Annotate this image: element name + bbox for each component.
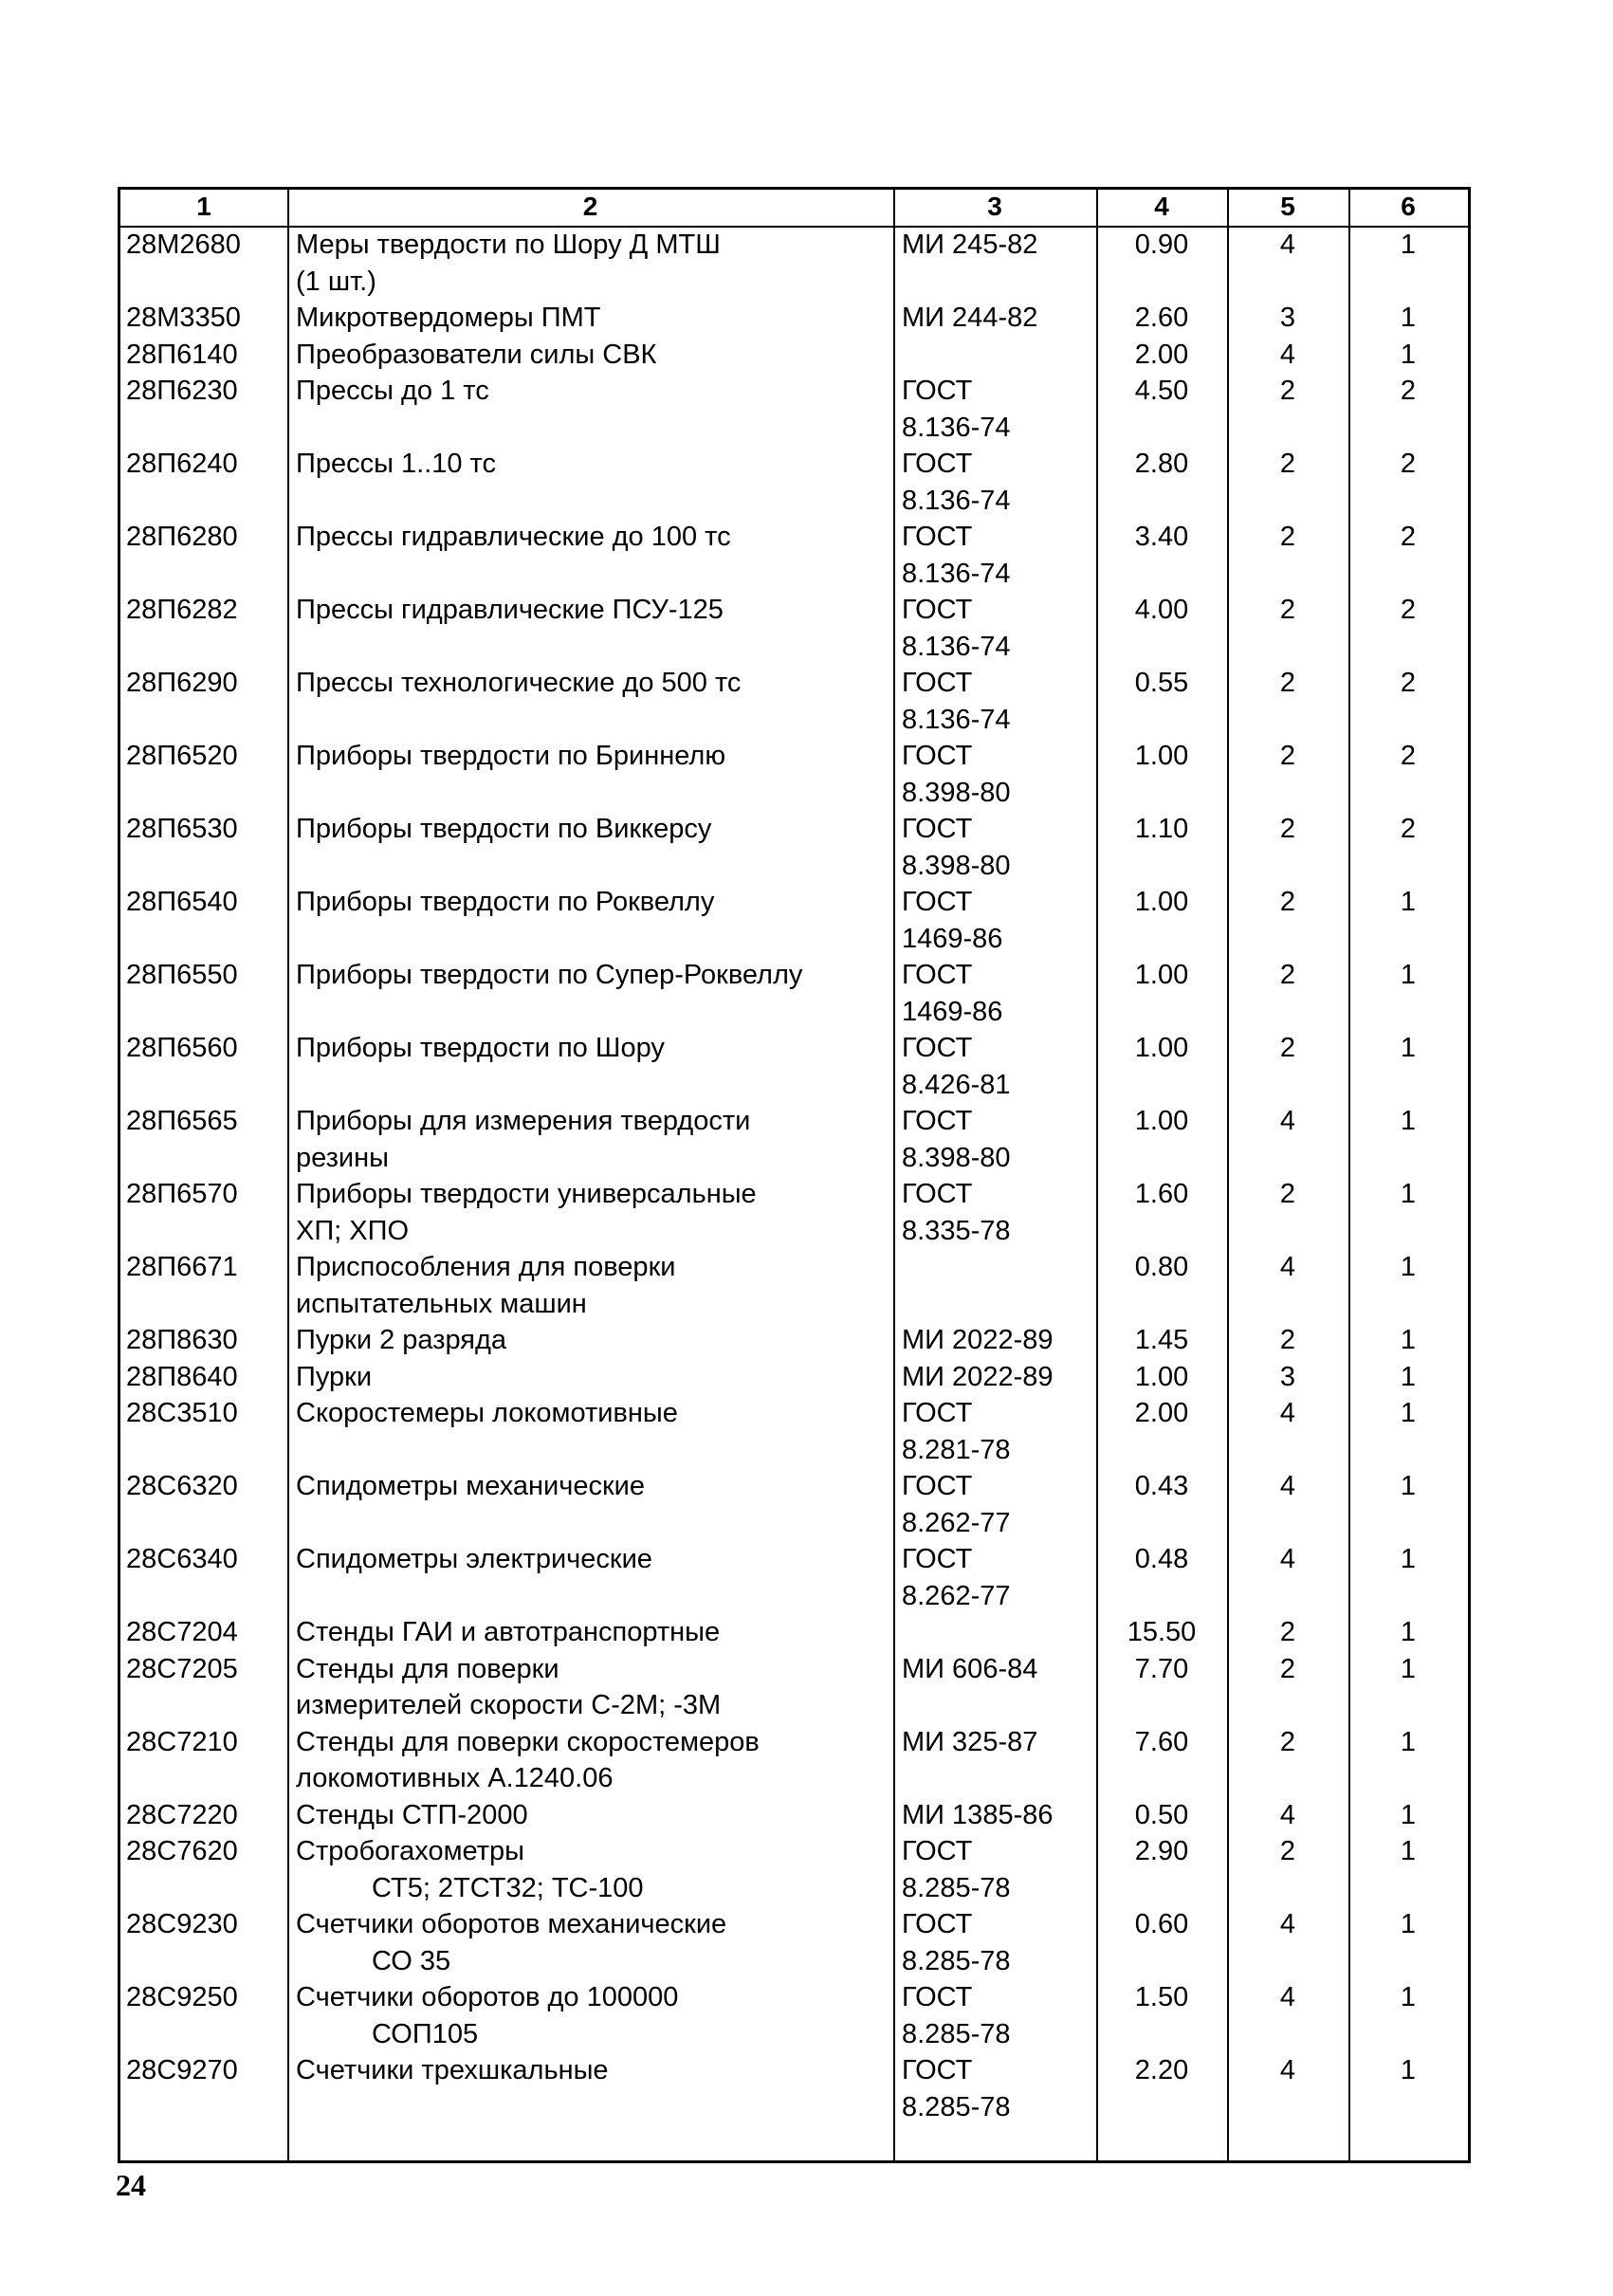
row-col6-value: 1 [1400, 1544, 1417, 1574]
row-code: 28П6230 [126, 376, 238, 406]
row-col5-value: 2 [1279, 1325, 1296, 1355]
row-code: 28П6550 [126, 960, 238, 990]
row-col5-value: 2 [1279, 887, 1296, 917]
row-name-line: Меры твердости по Шору Д МТШ [296, 230, 721, 260]
row-name [296, 1176, 757, 1249]
row-col4-value: 2.00 [1134, 339, 1189, 370]
row-col4-value: 2.20 [1134, 2055, 1189, 2085]
column-header-1: 1 [196, 192, 211, 221]
row-name-line: Преобразователи силы СВК [296, 339, 657, 370]
row-col4-value: 1.45 [1134, 1325, 1189, 1355]
table-row [120, 1249, 1468, 1322]
row-code: 28П6520 [126, 741, 238, 771]
table-row [120, 1030, 1468, 1103]
row-document-line: 8.335-78 [902, 1215, 1011, 1246]
row-code: 28С9230 [126, 1909, 238, 1939]
row-name-line: локомотивных А.1240.06 [296, 1763, 614, 1793]
row-name [296, 1724, 760, 1797]
row-name [296, 519, 731, 556]
row-document-line: ГОСТ [902, 1398, 973, 1428]
row-document-line: МИ 2022-89 [902, 1325, 1054, 1355]
row-col4-value: 2.90 [1134, 1836, 1189, 1866]
row-col4-value: 2.60 [1134, 303, 1189, 333]
row-document-line: 8.136-74 [902, 631, 1011, 662]
row-col6-value: 1 [1400, 1179, 1417, 1209]
row-document-line: ГОСТ [902, 1909, 973, 1939]
column-header-5: 5 [1280, 192, 1295, 221]
row-code: 28П6280 [126, 522, 238, 552]
row-name [296, 1614, 720, 1651]
table-row [120, 446, 1468, 519]
row-col5-value: 3 [1279, 303, 1296, 333]
row-document-line: 8.281-78 [902, 1434, 1011, 1465]
table-row [120, 2052, 1468, 2125]
row-code: 28П6560 [126, 1033, 238, 1063]
row-document [902, 1359, 1054, 1396]
row-col4-value: 7.60 [1134, 1726, 1189, 1757]
row-col6-value: 2 [1400, 449, 1417, 479]
row-code: 28С7204 [126, 1617, 238, 1647]
row-document-line: ГОСТ [902, 1106, 973, 1136]
row-document-line: ГОСТ [902, 1033, 973, 1063]
row-document [902, 1468, 1011, 1541]
row-name-line: Приборы твердости по Супер-Роквеллу [296, 960, 803, 990]
row-document-line: 8.262-77 [902, 1507, 1011, 1538]
row-document-line: 8.136-74 [902, 485, 1011, 516]
row-name-line: Приборы твердости по Виккерсу [296, 814, 712, 844]
row-col4-value: 0.60 [1134, 1909, 1189, 1939]
row-name-line: Стенды ГАИ и автотранспортные [296, 1617, 721, 1647]
table-row [120, 884, 1468, 957]
row-name-line: испытательных машин [296, 1288, 587, 1319]
row-col5-value: 4 [1279, 1471, 1296, 1501]
row-col5-value: 3 [1279, 1361, 1296, 1392]
row-document-line: ГОСТ [902, 2055, 973, 2085]
row-col4-value: 4.00 [1134, 595, 1189, 625]
table-row [120, 1651, 1468, 1724]
row-name-line: Скоростемеры локомотивные [296, 1398, 678, 1428]
row-name-line: Приборы твердости по Шору [296, 1033, 665, 1063]
table-row [120, 1468, 1468, 1541]
row-name [296, 1468, 645, 1505]
row-document [902, 1030, 1011, 1103]
row-name-line: Приспособления для поверки [296, 1252, 676, 1282]
row-col6-value: 1 [1400, 303, 1417, 333]
row-col5-value: 4 [1279, 1252, 1296, 1282]
row-col6-value: 1 [1400, 1982, 1417, 2012]
row-name-line: Спидометры электрические [296, 1544, 652, 1574]
row-name-line: Прессы гидравлические ПСУ-125 [296, 595, 724, 625]
row-document-line: 1469-86 [902, 996, 1003, 1027]
row-name-line: Счетчики оборотов механические [296, 1909, 727, 1939]
row-col5-value: 4 [1279, 230, 1296, 260]
row-col4-value: 0.50 [1134, 1799, 1189, 1830]
row-document [902, 1103, 1011, 1176]
row-col6-value: 1 [1400, 1361, 1417, 1392]
row-document [902, 1797, 1054, 1834]
row-name [296, 1906, 726, 1979]
row-col5-value: 4 [1279, 1982, 1296, 2012]
row-name [296, 957, 802, 994]
row-code: 28П6570 [126, 1179, 238, 1209]
row-col6-value: 1 [1400, 1653, 1417, 1684]
row-code: 28П6282 [126, 595, 238, 625]
table-row [120, 1979, 1468, 2052]
row-document-line: ГОСТ [902, 1544, 973, 1574]
row-document [902, 1833, 1011, 1906]
row-document-line: 8.285-78 [902, 2091, 1011, 2122]
row-col5-value: 2 [1279, 522, 1296, 552]
row-document-line: 8.136-74 [902, 558, 1011, 589]
row-col6-value: 2 [1400, 595, 1417, 625]
row-document [902, 1724, 1037, 1761]
table-row [120, 738, 1468, 811]
row-name [296, 1979, 678, 2052]
row-document [902, 811, 1011, 884]
table-row [120, 227, 1468, 300]
row-name [296, 446, 496, 483]
row-document [902, 2052, 1011, 2125]
row-col4-value: 1.00 [1134, 887, 1189, 917]
row-document [902, 519, 1011, 592]
row-name [296, 738, 725, 775]
row-name [296, 1541, 652, 1578]
row-col4-value: 2.80 [1134, 449, 1189, 479]
row-col4-value: 1.00 [1134, 1361, 1189, 1392]
row-document [902, 665, 1011, 738]
row-document-line: ГОСТ [902, 595, 973, 625]
row-document [902, 1395, 1011, 1468]
row-document-line: 8.262-77 [902, 1580, 1011, 1611]
row-col4-value: 2.00 [1134, 1398, 1189, 1428]
row-document-line: 1469-86 [902, 923, 1003, 954]
row-document [902, 373, 1011, 446]
row-code: 28П6540 [126, 887, 238, 917]
table-row [120, 1176, 1468, 1249]
row-col6-value: 2 [1400, 741, 1417, 771]
row-name [296, 1651, 721, 1724]
row-col6-value: 2 [1400, 522, 1417, 552]
row-name [296, 337, 656, 374]
row-col5-value: 2 [1279, 668, 1296, 698]
row-col6-value: 2 [1400, 668, 1417, 698]
row-document-line: ГОСТ [902, 522, 973, 552]
row-code: 28С7620 [126, 1836, 238, 1866]
row-col6-value: 1 [1400, 1106, 1417, 1136]
row-document-line: ГОСТ [902, 887, 973, 917]
row-col6-value: 1 [1400, 339, 1417, 370]
row-document-line: ГОСТ [902, 741, 973, 771]
row-name-line: СТ5; 2ТСТ32; ТС-100 [372, 1872, 644, 1903]
table-row [120, 1833, 1468, 1906]
row-code: 28С6340 [126, 1544, 238, 1574]
row-name-line: измерителей скорости С-2М; -3М [296, 1690, 722, 1720]
table-row [120, 300, 1468, 337]
row-name-line: Прессы технологические до 500 тс [296, 668, 742, 698]
row-document [902, 1651, 1037, 1688]
row-col5-value: 2 [1279, 814, 1296, 844]
row-col6-value: 1 [1400, 1909, 1417, 1939]
row-document [902, 1979, 1011, 2052]
row-col6-value: 1 [1400, 1252, 1417, 1282]
row-col6-value: 1 [1400, 1617, 1417, 1647]
row-name [296, 665, 741, 702]
table-row [120, 1614, 1468, 1651]
row-document [902, 1906, 1011, 1979]
row-code: 28П6290 [126, 668, 238, 698]
row-document-line: 8.136-74 [902, 704, 1011, 735]
row-document-line: ГОСТ [902, 376, 973, 406]
row-col6-value: 1 [1400, 2055, 1417, 2085]
row-code: 28П8630 [126, 1325, 238, 1355]
row-document [902, 884, 1002, 957]
row-code: 28С7220 [126, 1799, 238, 1830]
row-col4-value: 0.43 [1134, 1471, 1189, 1501]
row-col5-value: 4 [1279, 1909, 1296, 1939]
row-code: 28П6565 [126, 1106, 238, 1136]
row-document-line: МИ 2022-89 [902, 1361, 1054, 1392]
row-col5-value: 2 [1279, 1653, 1296, 1684]
row-name [296, 1103, 750, 1176]
row-document-line: МИ 245-82 [902, 230, 1038, 260]
row-document [902, 592, 1011, 665]
row-name-line: Стробогахометры [296, 1836, 524, 1866]
row-code: 28П6530 [126, 814, 238, 844]
row-col5-value: 2 [1279, 449, 1296, 479]
row-col6-value: 1 [1400, 1471, 1417, 1501]
row-code: 28М2680 [126, 230, 241, 260]
row-name-line: Счетчики трехшкальные [296, 2055, 609, 2085]
table-row [120, 1541, 1468, 1614]
column-header-2: 2 [582, 192, 598, 221]
row-col4-value: 1.00 [1134, 1033, 1189, 1063]
row-name-line: Приборы для измерения твердости [296, 1106, 751, 1136]
row-document-line: 8.136-74 [902, 412, 1011, 443]
row-name-line: Счетчики оборотов до 100000 [296, 1982, 679, 2012]
row-document-line: 8.285-78 [902, 2018, 1011, 2049]
row-col5-value: 2 [1279, 1179, 1296, 1209]
row-col6-value: 1 [1400, 960, 1417, 990]
row-name-line: СОП105 [372, 2018, 479, 2049]
row-col4-value: 4.50 [1134, 376, 1189, 406]
row-col5-value: 2 [1279, 376, 1296, 406]
row-document-line: МИ 606-84 [902, 1653, 1038, 1684]
row-document-line: ГОСТ [902, 960, 973, 990]
row-name [296, 373, 489, 410]
row-col5-value: 2 [1279, 1617, 1296, 1647]
row-col4-value: 15.50 [1127, 1617, 1197, 1647]
row-col4-value: 0.80 [1134, 1252, 1189, 1282]
row-document-line: ГОСТ [902, 668, 973, 698]
row-name-line: Прессы гидравлические до 100 тс [296, 522, 731, 552]
row-col6-value: 1 [1400, 1836, 1417, 1866]
table-row [120, 811, 1468, 884]
table-row [120, 1359, 1468, 1396]
page-number: 24 [116, 2168, 146, 2202]
table-row [120, 1395, 1468, 1468]
row-name [296, 1322, 506, 1359]
row-name-line: резины [296, 1142, 389, 1173]
table-row [120, 1322, 1468, 1359]
row-name-line: Прессы до 1 тс [296, 376, 489, 406]
row-col5-value: 4 [1279, 1799, 1296, 1830]
row-col4-value: 1.00 [1134, 741, 1189, 771]
row-document-line: ГОСТ [902, 814, 973, 844]
row-col4-value: 1.10 [1134, 814, 1189, 844]
row-document-line: ГОСТ [902, 1982, 973, 2012]
row-code: 28С7210 [126, 1726, 238, 1757]
row-name [296, 811, 711, 848]
row-name [296, 1395, 678, 1432]
row-document-line: ГОСТ [902, 1836, 973, 1866]
row-code: 28С6320 [126, 1471, 238, 1501]
column-header-6: 6 [1401, 192, 1416, 221]
row-name [296, 2052, 609, 2089]
row-code: 28М3350 [126, 303, 241, 333]
row-document-line: МИ 325-87 [902, 1726, 1038, 1757]
row-col4-value: 0.55 [1134, 668, 1189, 698]
row-document-line: 8.285-78 [902, 1872, 1011, 1903]
row-col5-value: 2 [1279, 1033, 1296, 1063]
row-name-line: Прессы 1..10 тс [296, 449, 497, 479]
row-code: 28П6671 [126, 1252, 238, 1282]
row-name [296, 1249, 675, 1322]
row-name-line: Приборы твердости по Бриннелю [296, 741, 726, 771]
row-col5-value: 4 [1279, 339, 1296, 370]
row-name [296, 884, 714, 921]
row-document-line: ГОСТ [902, 1471, 973, 1501]
row-document [902, 1541, 1011, 1614]
table-row [120, 519, 1468, 592]
row-document-line: ГОСТ [902, 449, 973, 479]
row-document-line: 8.398-80 [902, 1142, 1011, 1173]
table-row [120, 1906, 1468, 1979]
row-col5-value: 4 [1279, 1544, 1296, 1574]
row-name-line: Пурки 2 разряда [296, 1325, 507, 1355]
row-code: 28С9270 [126, 2055, 238, 2085]
row-col4-value: 7.70 [1134, 1653, 1189, 1684]
row-document-line: ГОСТ [902, 1179, 973, 1209]
table-row [120, 665, 1468, 738]
row-col6-value: 1 [1400, 887, 1417, 917]
row-col4-value: 1.00 [1134, 1106, 1189, 1136]
table-row [120, 373, 1468, 446]
row-name [296, 300, 600, 337]
row-name-line: Стенды для поверки [296, 1653, 559, 1684]
row-name [296, 1833, 644, 1906]
row-document [902, 227, 1037, 264]
row-document-line: 8.285-78 [902, 1945, 1011, 1976]
row-document [902, 300, 1037, 337]
row-col5-value: 2 [1279, 1726, 1296, 1757]
column-header-3: 3 [987, 192, 1002, 221]
row-col6-value: 1 [1400, 1033, 1417, 1063]
row-col6-value: 1 [1400, 1799, 1417, 1830]
row-col6-value: 1 [1400, 230, 1417, 260]
row-name-line: Стенды для поверки скоростемеров [296, 1726, 760, 1757]
row-col6-value: 2 [1400, 814, 1417, 844]
row-col5-value: 4 [1279, 2055, 1296, 2085]
row-name-line: Спидометры механические [296, 1471, 646, 1501]
row-name [296, 1359, 372, 1396]
row-col4-value: 3.40 [1134, 522, 1189, 552]
row-col6-value: 1 [1400, 1726, 1417, 1757]
table-row [120, 1797, 1468, 1834]
row-document-line: 8.426-81 [902, 1069, 1011, 1100]
row-col6-value: 2 [1400, 376, 1417, 406]
row-col6-value: 1 [1400, 1398, 1417, 1428]
row-name-line: ХП; ХПО [296, 1215, 410, 1246]
row-name [296, 592, 724, 629]
row-document-line: МИ 244-82 [902, 303, 1038, 333]
row-col4-value: 1.60 [1134, 1179, 1189, 1209]
row-name-line: СО 35 [372, 1945, 451, 1976]
row-name-line: Приборы твердости универсальные [296, 1179, 757, 1209]
row-code: 28П8640 [126, 1361, 238, 1392]
row-document-line: 8.398-80 [902, 850, 1011, 881]
row-col5-value: 4 [1279, 1398, 1296, 1428]
row-col6-value: 1 [1400, 1325, 1417, 1355]
row-code: 28П6140 [126, 339, 238, 370]
row-col4-value: 1.50 [1134, 1982, 1189, 2012]
table-row [120, 1103, 1468, 1176]
row-col4-value: 0.90 [1134, 230, 1189, 260]
row-name [296, 227, 721, 300]
row-document-line: 8.398-80 [902, 777, 1011, 808]
row-code: 28С7205 [126, 1653, 238, 1684]
row-col4-value: 0.48 [1134, 1544, 1189, 1574]
row-name-line: Пурки [296, 1361, 373, 1392]
row-name-line: Приборы твердости по Роквеллу [296, 887, 715, 917]
row-document [902, 446, 1011, 519]
row-document [902, 957, 1002, 1030]
row-name-line: Микротвердомеры ПМТ [296, 303, 601, 333]
row-col5-value: 2 [1279, 1836, 1296, 1866]
row-col5-value: 4 [1279, 1106, 1296, 1136]
table-row [120, 337, 1468, 374]
table-row [120, 592, 1468, 665]
row-name-line: (1 шт.) [296, 266, 376, 297]
row-col5-value: 2 [1279, 741, 1296, 771]
row-code: 28П6240 [126, 449, 238, 479]
row-document-line: МИ 1385-86 [902, 1799, 1054, 1830]
row-col4-value: 1.00 [1134, 960, 1189, 990]
row-name [296, 1030, 665, 1067]
table-row [120, 957, 1468, 1030]
data-table [118, 187, 1471, 2163]
row-document [902, 1322, 1054, 1359]
row-name-line: Стенды СТП-2000 [296, 1799, 528, 1830]
row-col5-value: 2 [1279, 960, 1296, 990]
row-document [902, 738, 1011, 811]
row-col5-value: 2 [1279, 595, 1296, 625]
row-code: 28С9250 [126, 1982, 238, 2012]
row-code: 28С3510 [126, 1398, 238, 1428]
row-document [902, 1176, 1011, 1249]
column-header-4: 4 [1154, 192, 1169, 221]
row-name [296, 1797, 528, 1834]
table-row [120, 1724, 1468, 1797]
